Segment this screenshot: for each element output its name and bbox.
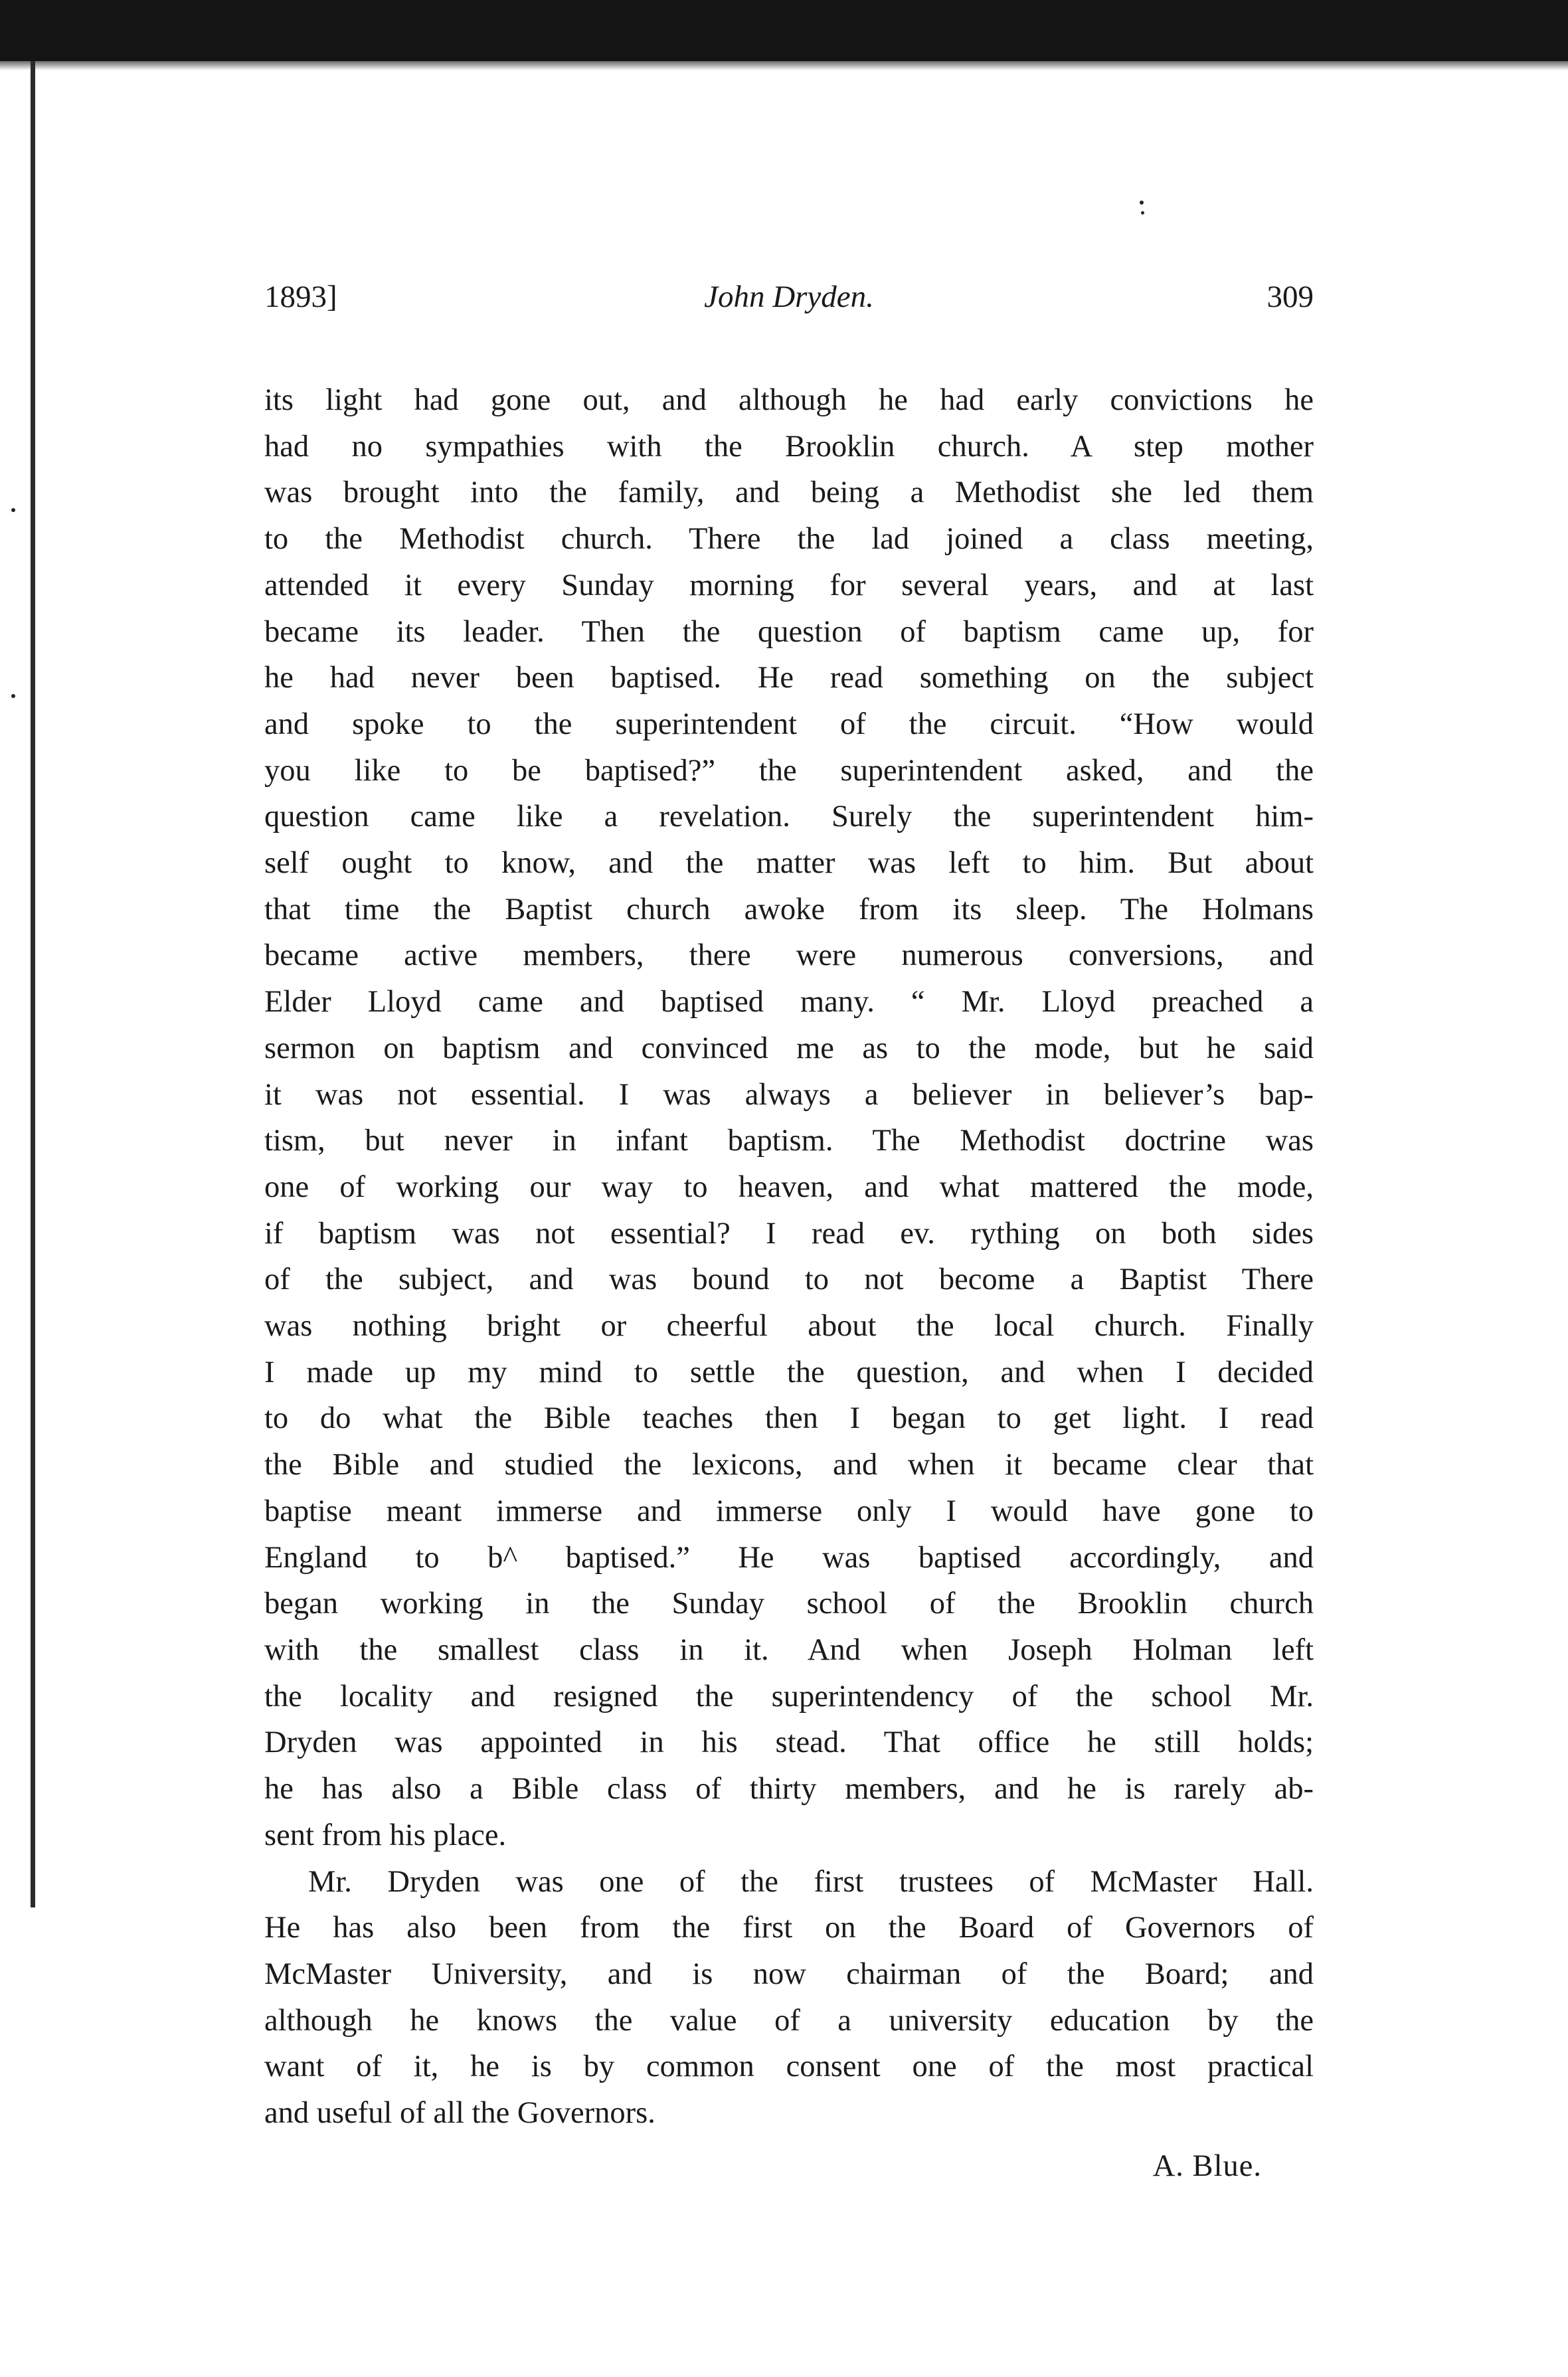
text-line: became active members, there were numerous conversions, and (264, 938, 1314, 973)
text-line: to do what the Bible teaches then I began to get light. I read (264, 1401, 1314, 1436)
text-line: tism, but never in infant baptism. The Methodist doctrine was (264, 1124, 1314, 1158)
text-line: it was not essential. I was always a believer in believer’s bap- (264, 1077, 1314, 1112)
running-head-year: 1893] (264, 280, 337, 314)
text-line: want of it, he is by common consent one of the most practical (264, 2050, 1314, 2084)
text-line: Mr. Dryden was one of the first trustees of McMaster Hall. (308, 1864, 1314, 1899)
article-body (264, 377, 1314, 2137)
text-line: baptise meant immerse and immerse only I would have gone to (264, 1494, 1314, 1528)
text-line: of the subject, and was bound to not become a Baptist There (264, 1263, 1314, 1297)
text-line: I made up my mind to settle the question, and when I decided (264, 1355, 1314, 1389)
scan-speck (1140, 201, 1144, 205)
text-line: the locality and resigned the superintendency of the school Mr. (264, 1679, 1314, 1714)
text-line: that time the Baptist church awoke from its sleep. The Holmans (264, 892, 1314, 926)
text-line: its light had gone out, and although he had early convictions he (264, 383, 1314, 417)
scan-speck (11, 508, 15, 512)
scan-speck (11, 694, 15, 698)
text-line: He has also been from the first on the Board of Governors of (264, 1911, 1314, 1945)
text-line: one of working our way to heaven, and what mattered the mode, (264, 1170, 1314, 1204)
book-page (264, 279, 1314, 2184)
scan-border-top (0, 0, 1568, 61)
text-line: Elder Lloyd came and baptised many. “ Mr. Lloyd preached a (264, 985, 1314, 1019)
text-line: was brought into the family, and being a Methodist she led them (264, 476, 1314, 510)
text-line: England to b^ baptised.” He was baptised accordingly, and (264, 1540, 1314, 1575)
text-line: the Bible and studied the lexicons, and when it became clear that (264, 1448, 1314, 1482)
text-line: sent from his place. (264, 1818, 507, 1852)
paragraph-1 (264, 377, 1314, 1859)
scan-speck (1141, 211, 1144, 215)
text-line: self ought to know, and the matter was left to him. But about (264, 846, 1314, 881)
paragraph-2 (264, 1859, 1314, 2137)
text-line: you like to be baptised?” the superintendent asked, and the (264, 753, 1314, 788)
running-head (264, 279, 1314, 339)
text-line: and spoke to the superintendent of the circuit. “How would (264, 707, 1314, 741)
text-line: although he knows the value of a university education by the (264, 2003, 1314, 2038)
text-line: Dryden was appointed in his stead. That office he still holds; (264, 1725, 1314, 1760)
text-line: and useful of all the Governors. (264, 2096, 655, 2131)
page-number: 309 (1266, 280, 1314, 314)
text-line: McMaster University, and is now chairman of the Board; and (264, 1957, 1314, 1991)
scan-border-shadow (0, 61, 1568, 70)
text-line: he has also a Bible class of thirty members, and he is rarely ab- (264, 1772, 1314, 1806)
author-signature: A. Blue. (1152, 2149, 1262, 2183)
text-line: with the smallest class in it. And when Joseph Holman left (264, 1632, 1314, 1667)
text-line: was nothing bright or cheerful about the local church. Finally (264, 1309, 1314, 1344)
scan-border-left (31, 61, 35, 1907)
text-line: had no sympathies with the Brooklin church. A step mother (264, 429, 1314, 464)
text-line: became its leader. Then the question of baptism came up, for (264, 614, 1314, 649)
text-line: question came like a revelation. Surely the superintendent him- (264, 800, 1314, 834)
text-line: he had never been baptised. He read something on the subject (264, 661, 1314, 695)
text-line: attended it every Sunday morning for several years, and at last (264, 568, 1314, 602)
running-head-title: John Dryden. (704, 280, 874, 314)
text-line: if baptism was not essential? I read ev. rything on both sides (264, 1216, 1314, 1251)
text-line: to the Methodist church. There the lad joined a class meeting, (264, 522, 1314, 557)
text-line: began working in the Sunday school of the Brooklin church (264, 1587, 1314, 1621)
text-line: sermon on baptism and convinced me as to the mode, but he said (264, 1031, 1314, 1065)
